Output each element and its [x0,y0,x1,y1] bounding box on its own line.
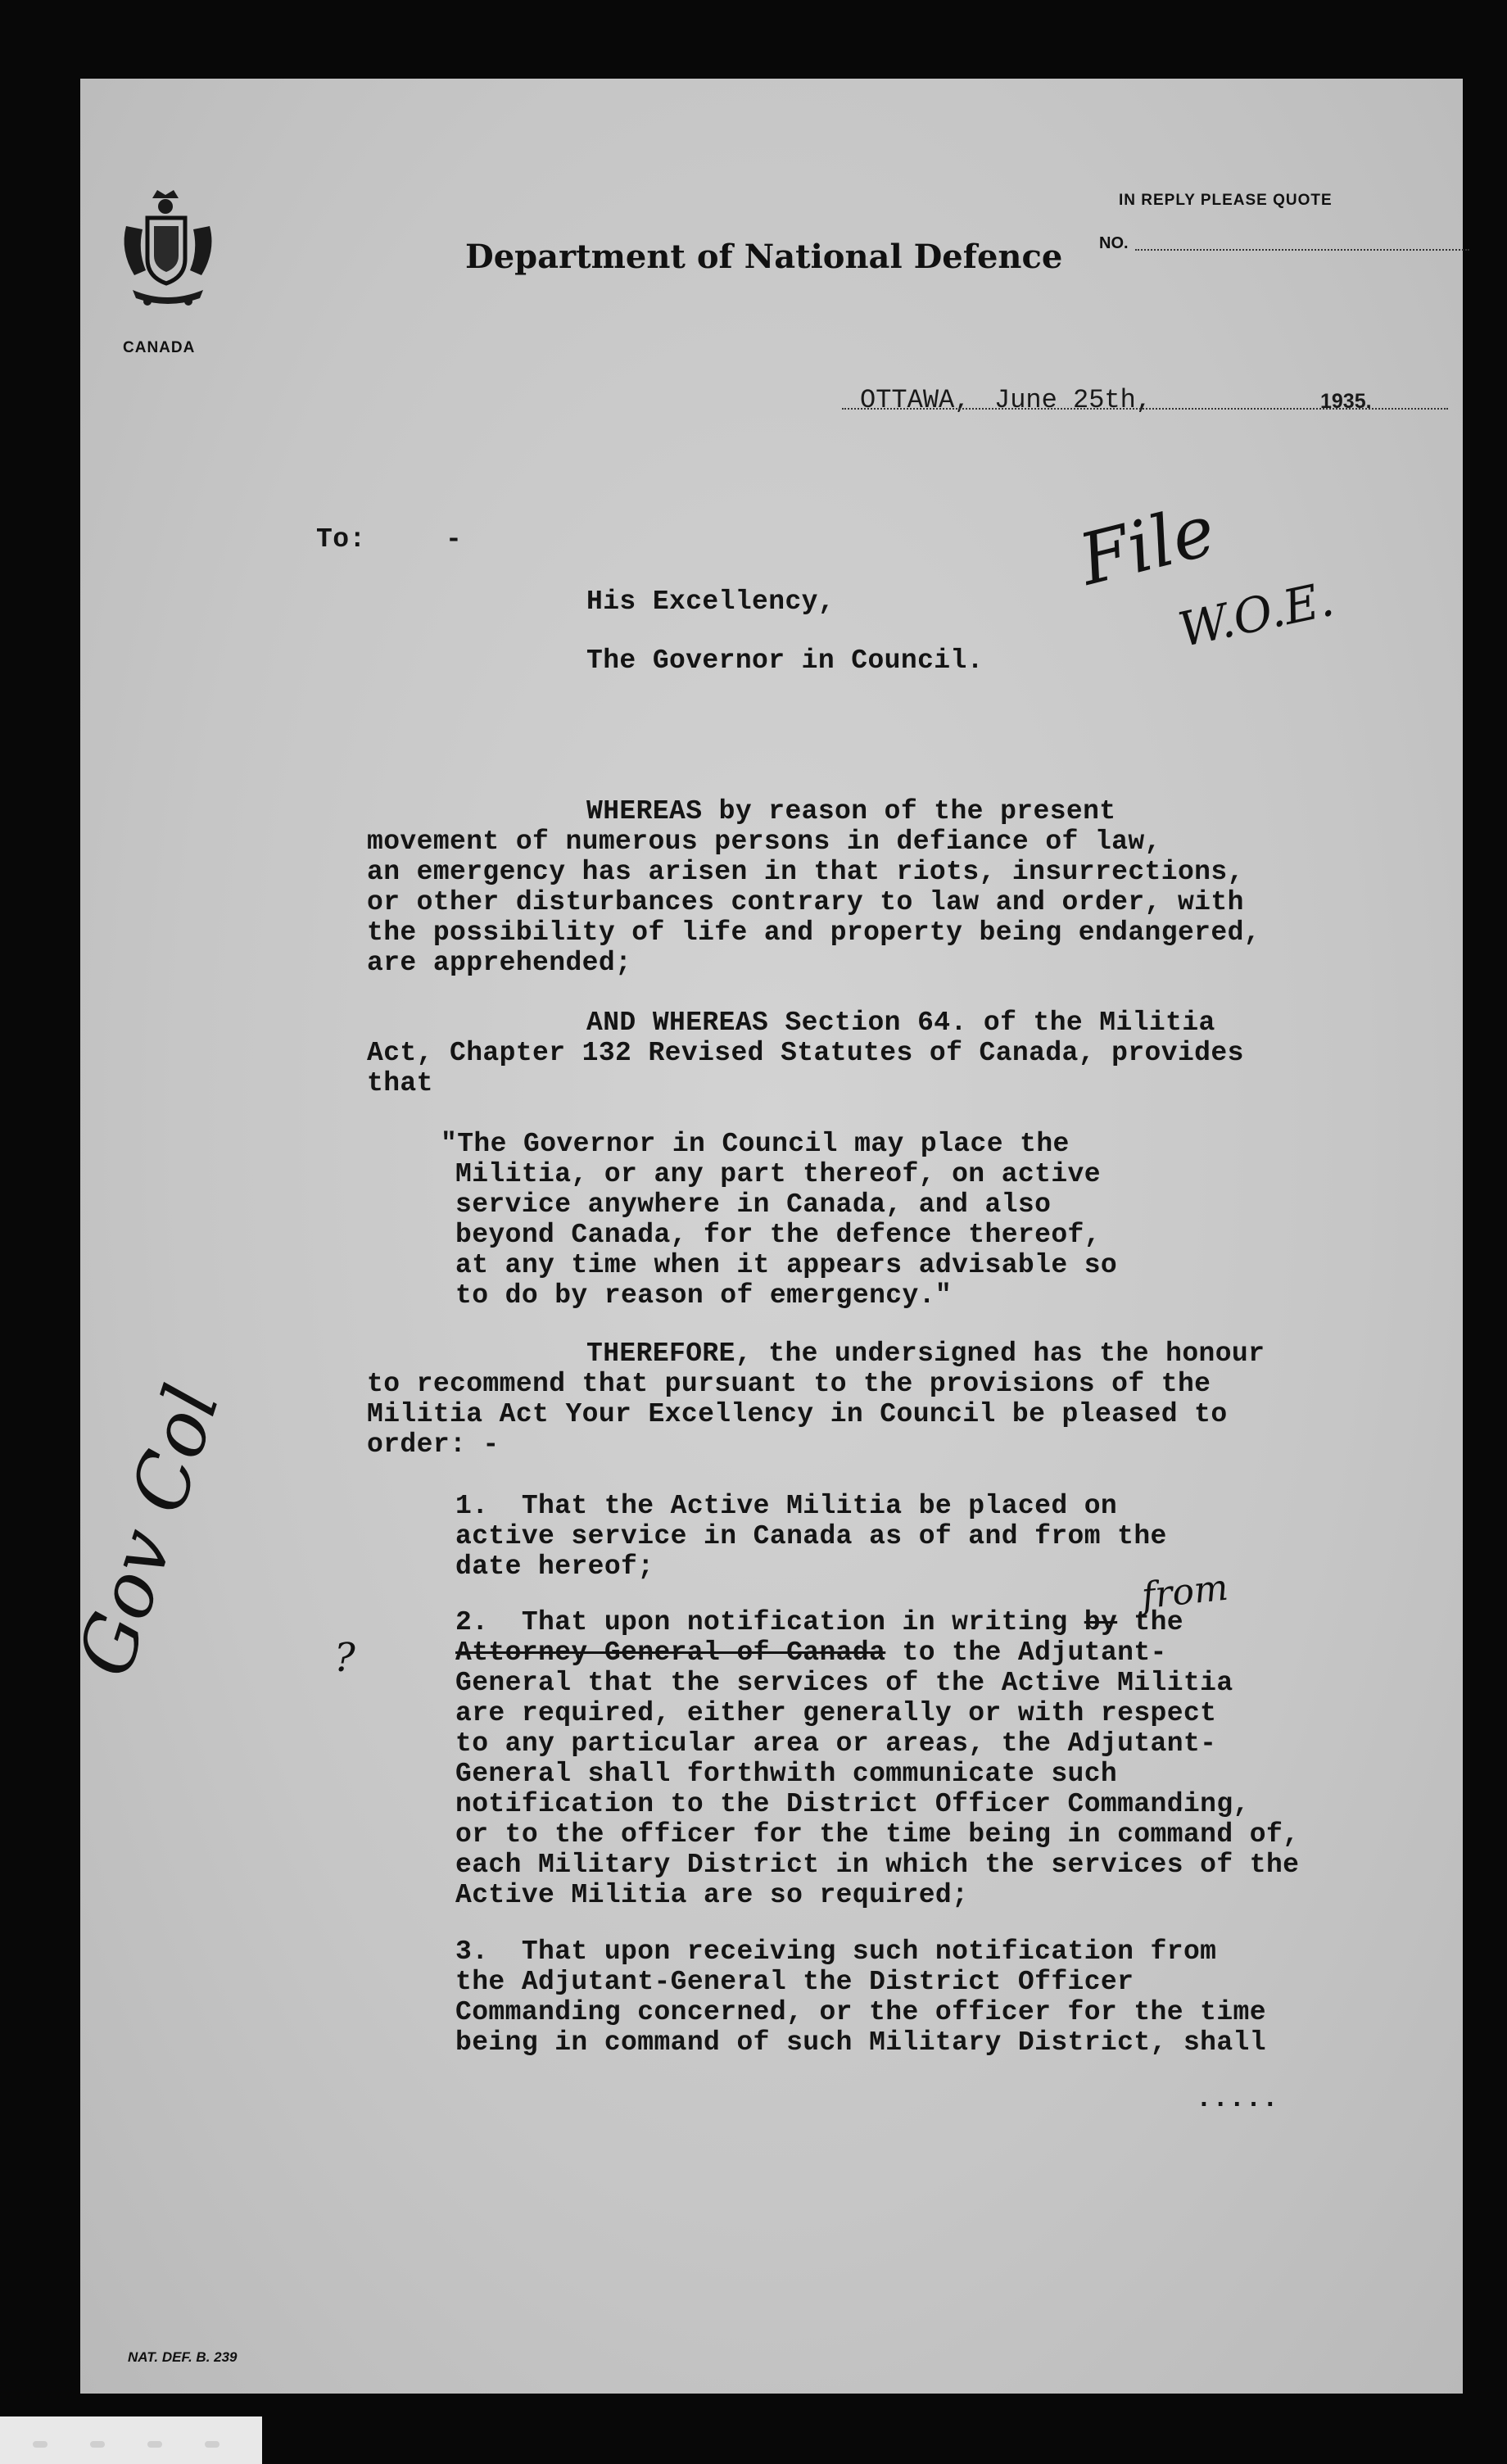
date-dotted-line [842,408,1448,410]
to-dash: - [446,524,463,555]
text-line: AND WHEREAS Section 64. of the Militia [586,1008,1215,1038]
text-line: are apprehended; [367,948,632,978]
addressee-line-2: The Governor in Council. [586,645,984,676]
country-label: CANADA [123,339,196,356]
film-edge-strip [0,2416,262,2464]
reply-quote-label: IN REPLY PLEASE QUOTE [1119,192,1333,209]
film-mark [90,2441,105,2448]
text-line: Active Militia are so required; [455,1880,969,1910]
text-line: General shall forthwith communicate such [455,1759,1118,1789]
film-mark [205,2441,219,2448]
place: OTTAWA, [860,385,971,415]
text-line: or to the officer for the time being in command of, [455,1819,1300,1850]
item2-first-end: the [1117,1607,1183,1637]
date: June 25th, [994,385,1152,415]
text-line: THEREFORE, the undersigned has the honour [586,1338,1265,1369]
year: 1935. [1320,390,1372,413]
department-title: Department of National Defence [465,238,1063,276]
text-line: order: - [367,1429,500,1460]
text-line: active service in Canada as of and from the [455,1521,1167,1551]
text-line: are required, either generally or with respect [455,1698,1217,1728]
text-line: each Military District in which the services of the [455,1850,1300,1880]
coat-of-arms-icon [115,185,221,308]
film-mark [147,2441,162,2448]
item2-first-text: 2. That upon notification in writing [455,1607,1084,1637]
text-line: service anywhere in Canada, and also [455,1189,1052,1220]
text-line: 1. That the Active Militia be placed on [455,1491,1118,1521]
form-code: NAT. DEF. B. 239 [128,2349,238,2365]
text-line: 3. That upon receiving such notification from [455,1936,1217,1967]
handwritten-file-note: File [1071,489,1224,602]
handwritten-initials: W.O.E. [1174,570,1339,659]
text-line: Militia, or any part thereof, on active [455,1159,1101,1189]
reference-no-dotted-line [1135,249,1469,251]
text-line [455,1607,1183,1637]
text-line [455,1637,1167,1668]
continuation-dots: ..... [1196,2084,1279,2114]
addressee-line-1: His Excellency, [586,587,835,617]
document-page [61,79,1463,2394]
to-label: To: [316,524,366,555]
text-line: Militia Act Your Excellency in Council be pleased to [367,1399,1228,1429]
text-line: General that the services of the Active Militia [455,1668,1233,1698]
text-line: movement of numerous persons in defiance of law, [367,827,1161,857]
text-line: beyond Canada, for the defence thereof, [455,1220,1101,1250]
struck-attorney-general: Attorney General of Canada [455,1637,886,1668]
text-line: the Adjutant-General the District Officer [455,1967,1134,1997]
text-line: Commanding concerned, or the officer for the time [455,1997,1266,2027]
item2-second-end: to the Adjutant- [885,1637,1167,1668]
text-line: "The Governor in Council may place the [441,1129,1070,1159]
handwritten-question-mark: ? [334,1635,355,1681]
reference-no-label: NO. [1099,234,1129,252]
text-line: Act, Chapter 132 Revised Statutes of Canada, provides [367,1038,1244,1068]
handwritten-insert-from: from [1139,1566,1230,1618]
text-line: to do by reason of emergency." [455,1280,953,1311]
text-line: notification to the District Officer Commanding, [455,1789,1250,1819]
text-line: or other disturbances contrary to law and order, with [367,887,1244,917]
text-line: to any particular area or areas, the Adjutant- [455,1728,1217,1759]
handwritten-margin-note: Gov Col [61,1375,237,1687]
text-line: an emergency has arisen in that riots, insurrections, [367,857,1244,887]
text-line: WHEREAS by reason of the present [586,796,1116,827]
text-line: the possibility of life and property being endangered, [367,917,1260,948]
text-line: being in command of such Military District, shall [455,2027,1266,2058]
struck-word-by: by [1084,1607,1118,1637]
text-line: at any time when it appears advisable so [455,1250,1118,1280]
text-line: to recommend that pursuant to the provisions of the [367,1369,1211,1399]
text-line: date hereof; [455,1551,654,1582]
text-line: that [367,1068,433,1098]
film-mark [33,2441,48,2448]
